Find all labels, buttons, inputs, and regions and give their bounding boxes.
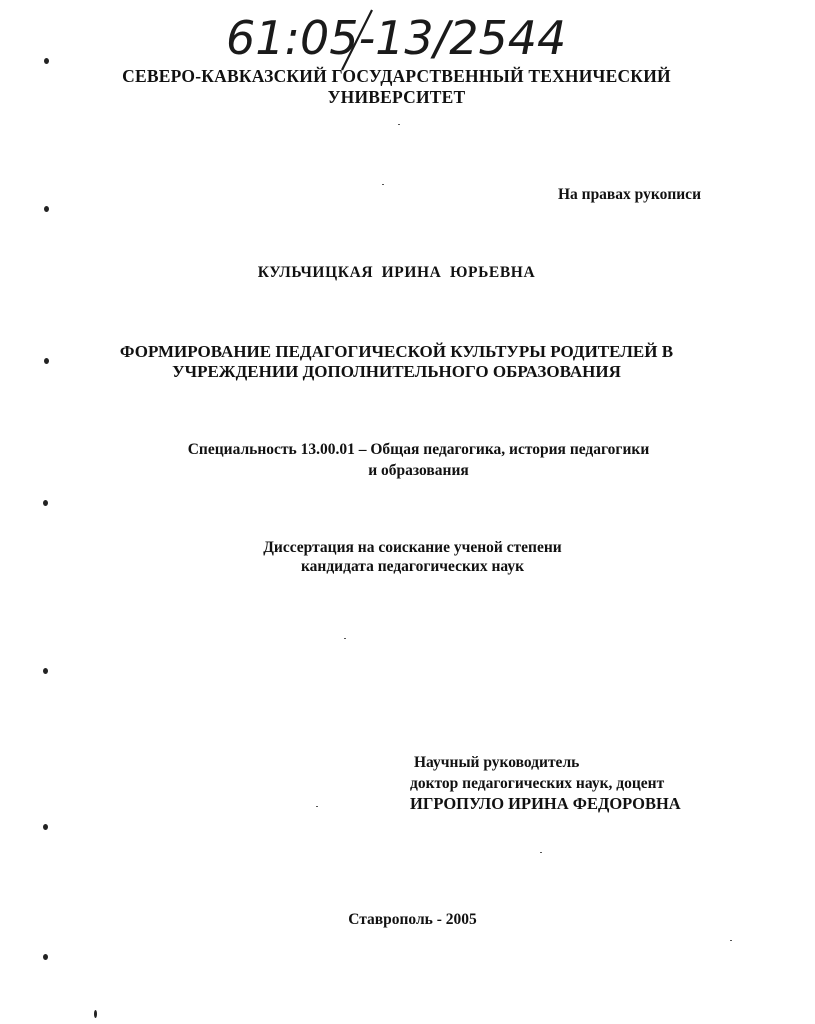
scan-mark — [44, 206, 49, 212]
dissertation-title-line1: ФОРМИРОВАНИЕ ПЕДАГОГИЧЕСКОЙ КУЛЬТУРЫ РОДИТЕЛЕЙ В — [119, 342, 674, 361]
scan-speck — [398, 124, 400, 125]
university-name-line2: УНИВЕРСИТЕТ — [327, 87, 466, 107]
scan-speck — [540, 852, 542, 853]
dissertation-type-line1: Диссертация на соискание ученой степени — [263, 539, 562, 556]
scan-mark — [94, 1010, 97, 1018]
supervisor-label: Научный руководитель — [414, 754, 580, 771]
specialty-line2: и образования — [368, 462, 469, 479]
supervisor-name: ИГРОПУЛО ИРИНА ФЕДОРОВНА — [410, 794, 681, 813]
scan-speck — [730, 940, 732, 941]
scan-speck — [316, 806, 318, 807]
dissertation-type-line2: кандидата педагогических наук — [300, 558, 525, 575]
university-name-line1: СЕВЕРО-КАВКАЗСКИЙ ГОСУДАРСТВЕННЫЙ ТЕХНИЧЕСКИЙ — [122, 66, 671, 86]
scan-mark — [43, 668, 48, 674]
scan-mark — [43, 500, 48, 506]
scan-speck — [344, 638, 346, 639]
scan-mark — [44, 58, 49, 64]
dissertation-title-line2: УЧРЕЖДЕНИИ ДОПОЛНИТЕЛЬНОГО ОБРАЗОВАНИЯ — [172, 362, 621, 381]
scan-mark — [44, 358, 49, 364]
author-name: КУЛЬЧИЦКАЯ ИРИНА ЮРЬЕВНА — [257, 264, 536, 281]
scan-mark — [43, 824, 48, 830]
scan-speck — [382, 184, 384, 185]
specialty-line1: Специальность 13.00.01 – Общая педагогика, история педагогики — [187, 441, 650, 458]
scan-mark — [43, 954, 48, 960]
supervisor-degree: доктор педагогических наук, доцент — [410, 775, 665, 792]
handwritten-code-text: 61:05-13/2544 — [226, 11, 567, 65]
city-year: Ставрополь - 2005 — [348, 911, 477, 928]
handwritten-archive-code — [222, 8, 567, 72]
rights-note: На правах рукописи — [557, 186, 701, 203]
